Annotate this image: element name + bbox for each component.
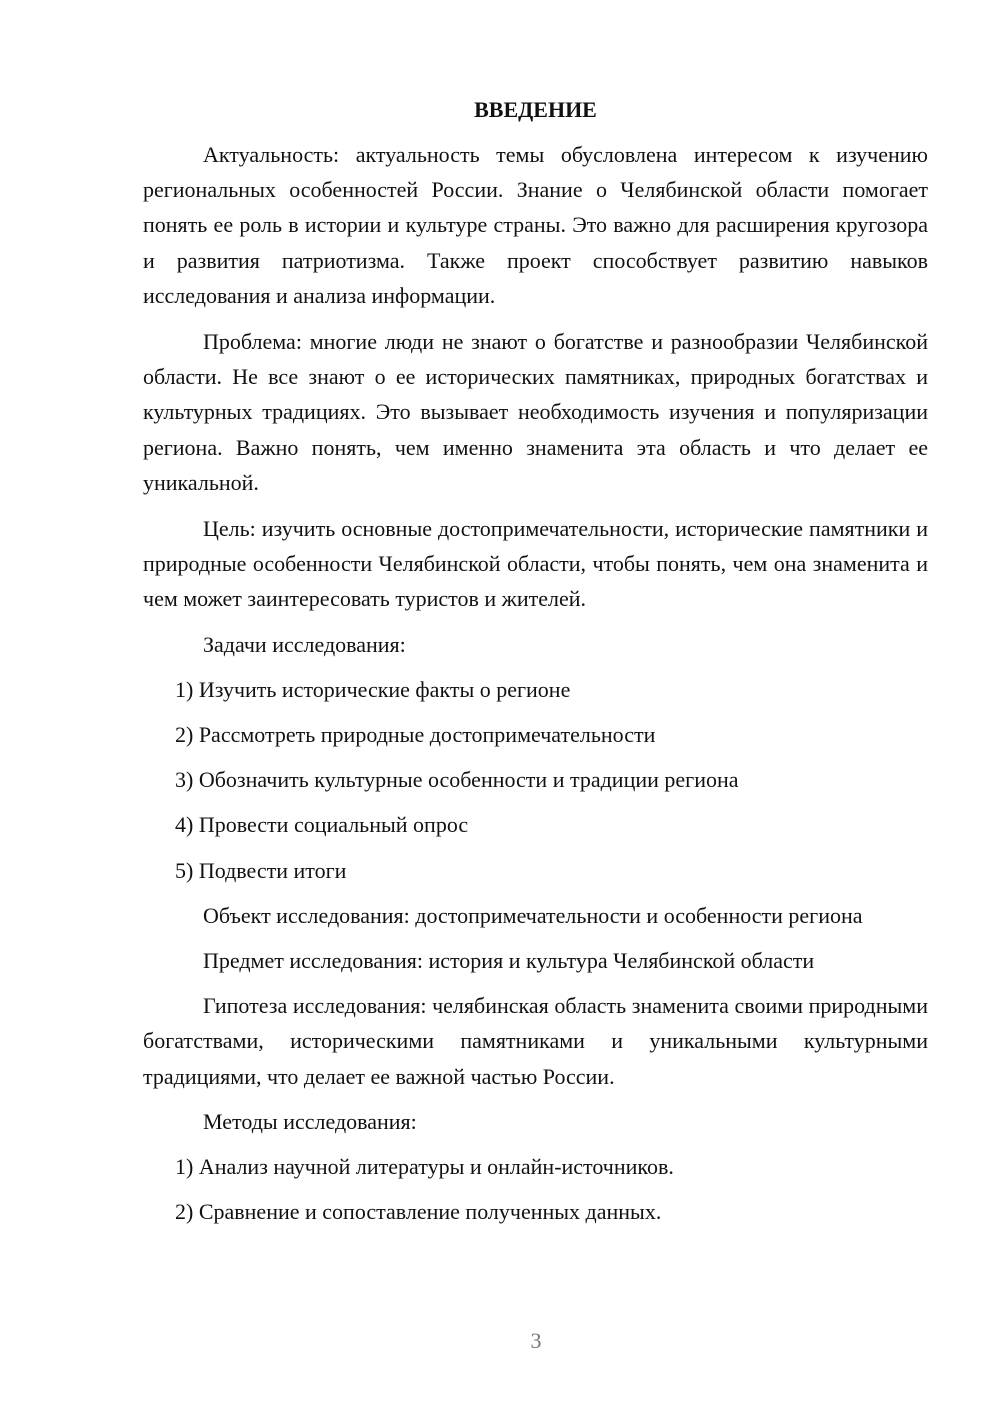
page-title: ВВЕДЕНИЕ	[474, 97, 597, 122]
task-item: 3) Обозначить культурные особенности и традиции региона	[175, 767, 739, 793]
document-page	[143, 92, 928, 1229]
task-item: 2) Рассмотреть природные достопримечательности	[175, 722, 656, 748]
problem-paragraph: Проблема: многие люди не знают о богатстве и разнообразии Челябинской области. Не все знают о ее исторических памятниках, природных богатствах и культурных традициях. Это вызывает необходимость изучения и популяризации региона. Важно понять, чем именно знаменита эта область и что делает ее уникальной.	[143, 329, 928, 495]
page-number: 3	[530, 1328, 542, 1353]
task-item: 5) Подвести итоги	[175, 857, 347, 883]
task-item: 1) Изучить исторические факты о регионе	[175, 676, 571, 702]
methods-list	[143, 1149, 928, 1229]
relevance-paragraph: Актуальность: актуальность темы обусловлена интересом к изучению региональных особенностей России. Знание о Челябинской области помогает понять ее роль в истории и культуре страны. Это важно для расширения кругозора и развития патриотизма. Также проект способствует развитию навыков исследования и анализа информации.	[143, 142, 928, 308]
goal-paragraph: Цель: изучить основные достопримечательности, исторические памятники и природные особенности Челябинской области, чтобы понять, чем она знаменита и чем может заинтересовать туристов и жителей.	[143, 516, 928, 612]
hypothesis-paragraph: Гипотеза исследования: челябинская область знаменита своими природными богатствами, историческими памятниками и уникальными культурными традициями, что делает ее важной частью России.	[143, 993, 928, 1089]
tasks-list	[143, 672, 928, 888]
method-item: 2) Сравнение и сопоставление полученных данных.	[175, 1199, 662, 1225]
method-item: 1) Анализ научной литературы и онлайн-источников.	[175, 1154, 674, 1180]
methods-heading: Методы исследования:	[203, 1108, 417, 1134]
tasks-heading: Задачи исследования:	[203, 631, 406, 657]
task-item: 4) Провести социальный опрос	[175, 812, 469, 838]
object-paragraph: Объект исследования: достопримечательности и особенности региона	[203, 902, 863, 928]
subject-paragraph: Предмет исследования: история и культура Челябинской области	[203, 948, 815, 974]
